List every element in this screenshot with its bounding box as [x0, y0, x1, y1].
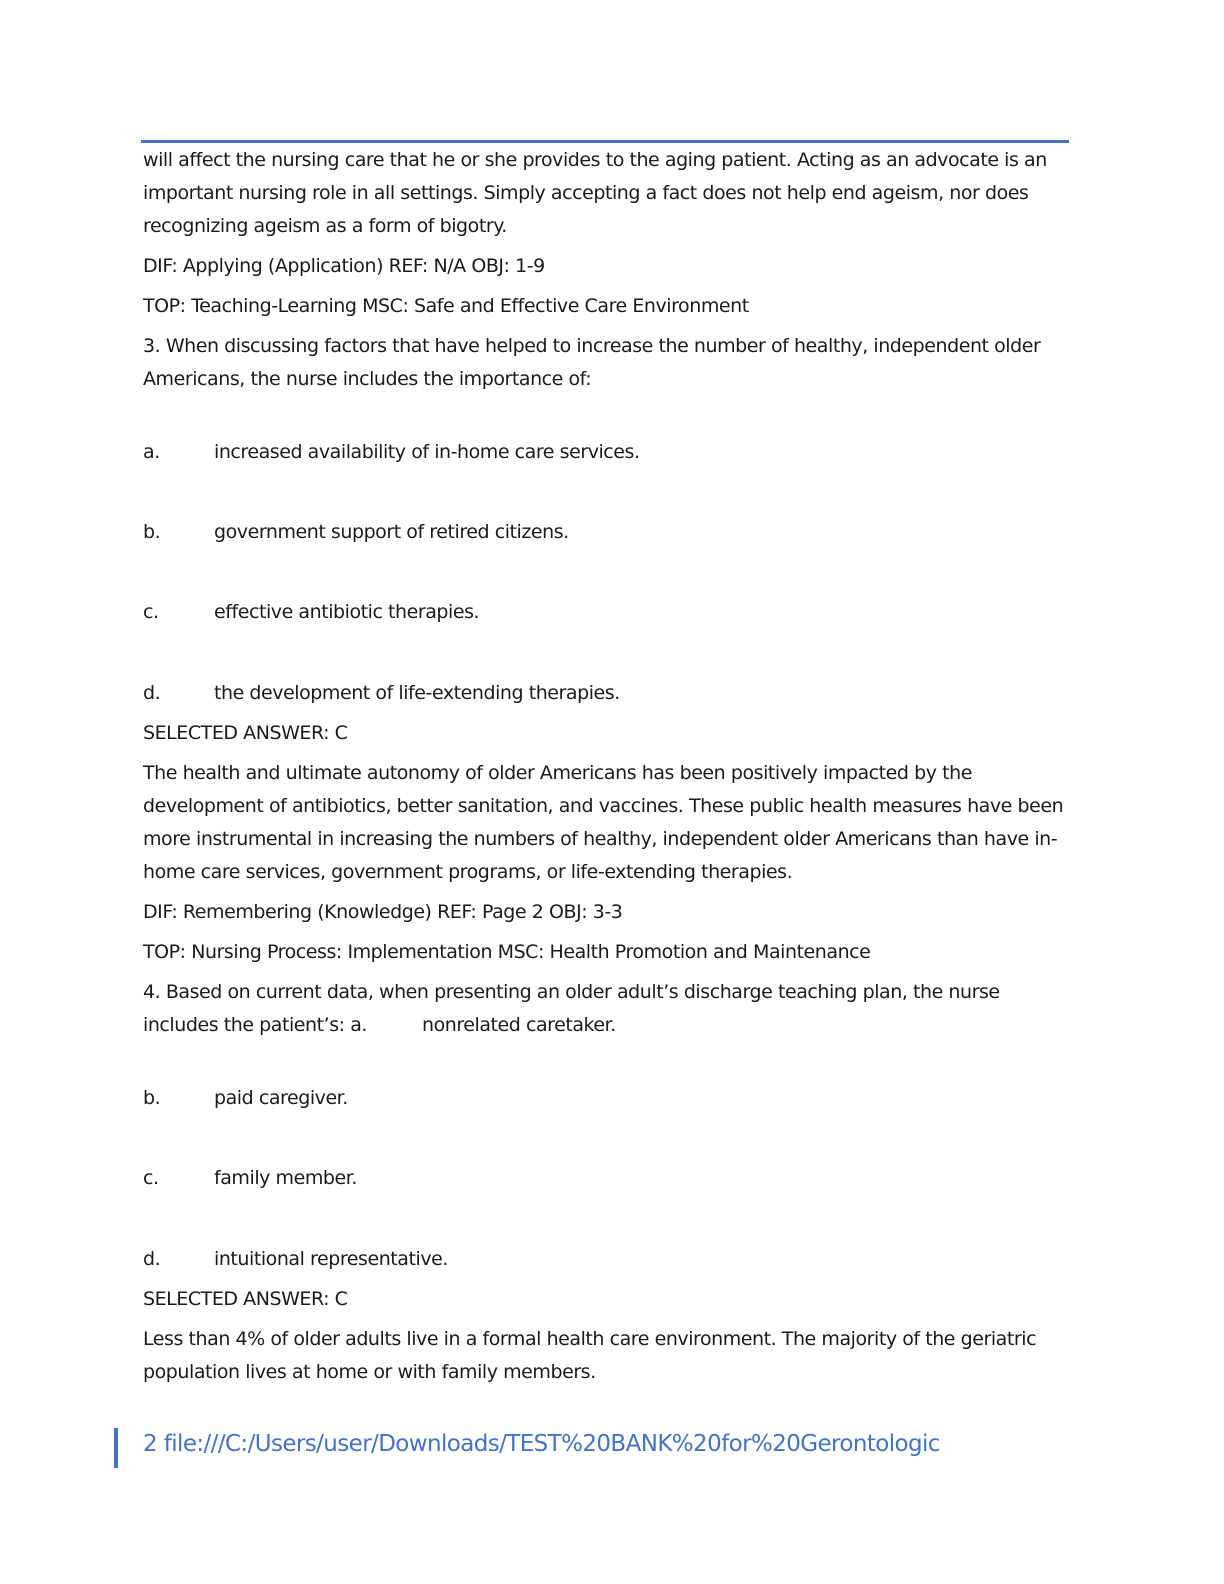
q3-rationale: The health and ultimate autonomy of older Americans has been positively impacted by the development of antibiotics, better sanitation, and vaccines. These public health measures have been more instrumental in increasing the numbers of healthy, independent older Americans than have in-home care services, government programs, or life-extending therapies.: [143, 762, 1064, 883]
choice-letter: c.: [143, 1167, 159, 1189]
choice-letter: b.: [143, 521, 161, 543]
q4-choice-c: [143, 1162, 1068, 1195]
q4-choice-a-text: nonrelated caretaker.: [421, 1014, 616, 1036]
choice-letter: a.: [143, 441, 160, 463]
choice-letter: d.: [143, 682, 161, 704]
choice-text: family member.: [214, 1167, 357, 1189]
q4-stem-line2: includes the patient’s: a.: [143, 1014, 367, 1036]
q2-dif-line: DIF: Applying (Application) REF: N/A OBJ: 1-9: [143, 255, 545, 277]
choice-text: increased availability of in-home care services.: [214, 441, 640, 463]
choice-text: effective antibiotic therapies.: [214, 601, 480, 623]
carryover-paragraph: will affect the nursing care that he or she provides to the aging patient. Acting as an advocate is an important nursing role in all settings. Simply accepting a fact does not help end ageism, nor does recognizing ageism as a form of bigotry.: [143, 149, 1047, 237]
q3-choice-b: [143, 516, 1068, 549]
q3-stem: 3. When discussing factors that have helped to increase the number of healthy, independent older Americans, the nurse includes the importance of:: [143, 335, 1041, 390]
q4-rationale: Less than 4% of older adults live in a formal health care environment. The majority of the geriatric population lives at home or with family members.: [143, 1328, 1037, 1383]
choice-text: the development of life-extending therapies.: [214, 682, 620, 704]
q3-choice-a: [143, 436, 1068, 469]
header-rule: [141, 140, 1069, 143]
choice-text: intuitional representative.: [214, 1248, 448, 1270]
q4-stem: [143, 976, 1068, 1042]
q3-choice-c: [143, 596, 1068, 629]
q3-selected-answer: SELECTED ANSWER: C: [143, 722, 348, 744]
footer-accent-bar: [114, 1428, 118, 1468]
choice-letter: c.: [143, 601, 159, 623]
q3-top-line: TOP: Nursing Process: Implementation MSC: Health Promotion and Maintenance: [143, 941, 871, 963]
choice-letter: d.: [143, 1248, 161, 1270]
q2-top-line: TOP: Teaching-Learning MSC: Safe and Effective Care Environment: [143, 295, 749, 317]
footer-page-path: 2 file:///C:/Users/user/Downloads/TEST%20BANK%20for%20Gerontologic: [143, 1431, 940, 1457]
choice-text: paid caregiver.: [214, 1087, 348, 1109]
choice-letter: b.: [143, 1087, 161, 1109]
q3-dif-line: DIF: Remembering (Knowledge) REF: Page 2 OBJ: 3-3: [143, 901, 623, 923]
q4-selected-answer: SELECTED ANSWER: C: [143, 1288, 348, 1310]
q4-choice-d: [143, 1243, 1068, 1276]
choice-text: government support of retired citizens.: [214, 521, 569, 543]
q4-stem-line1: 4. Based on current data, when presenting an older adult’s discharge teaching plan, the nurse: [143, 981, 1000, 1003]
page-content: [143, 144, 1068, 1396]
q3-choice-d: [143, 677, 1068, 710]
q4-choice-b: [143, 1082, 1068, 1115]
